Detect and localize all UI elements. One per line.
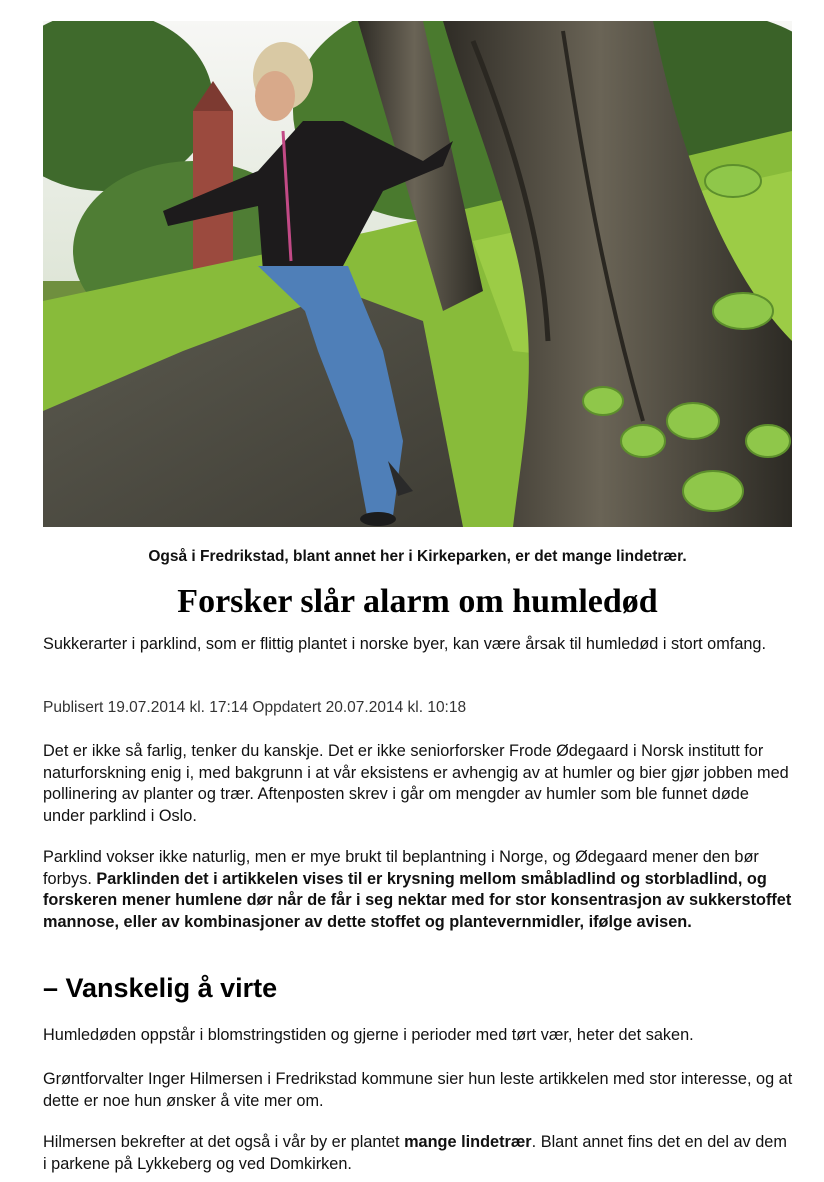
body-paragraph-1: Det er ikke så farlig, tenker du kanskje. Det er ikke seniorforsker Frode Ødegaard i Norsk institutt for naturforskning enig i, med bakgrunn i at vår eksistens er avhengig av at humler og bier gjør jobben med pollinering av planter og trær. Aftenposten skrev i går om mengder av humler som ble funnet døde under parklind i Oslo. (43, 742, 789, 825)
paragraph-5-text-a: Hilmersen bekrefter at det også i vår by er plantet (43, 1133, 405, 1151)
paragraph-2-bold-text: Parklinden det i artikkelen vises til er krysning mellom småbladlind og storbladlind, og forskeren mener humlene dør når de får i seg nektar med for stor konsentrasjon av sukkerstoffet mannose, eller av kombinasjoner av dette stoffet og plantevernmidler, ifølge avisen. (43, 869, 792, 931)
section-subheading: – Vanskelig å virte (43, 973, 278, 1003)
paragraph-5-bold-text: mange lindetrær (404, 1133, 532, 1151)
article-photo (43, 21, 792, 527)
body-paragraph-5 (43, 1132, 795, 1175)
body-paragraph-3: Humledøden oppstår i blomstringstiden og gjerne i perioder med tørt vær, heter det saken. (43, 1026, 694, 1044)
photo-caption: Også i Fredrikstad, blant annet her i Kirkeparken, er det mange lindetrær. (148, 548, 687, 565)
paragraph-5-text-b: . Blant annet fins det en del av dem i parkene på Lykkeberg og ved Domkirken. (43, 1133, 787, 1173)
article-headline: Forsker slår alarm om humledød (177, 583, 658, 620)
paragraph-2-text: Parklind vokser ikke naturlig, men er mye brukt til beplantning i Norge, og Ødegaard mener den bør forbys. (43, 848, 759, 888)
article-lead: Sukkerarter i parklind, som er flittig plantet i norske byer, kan være årsak til humledød i stort omfang. (43, 635, 767, 653)
park-scene-image (43, 21, 792, 527)
publish-timestamp: Publisert 19.07.2014 kl. 17:14 Oppdatert 20.07.2014 kl. 10:18 (43, 699, 467, 716)
body-paragraph-2 (43, 847, 795, 933)
body-paragraph-4: Grøntforvalter Inger Hilmersen i Fredrikstad kommune sier hun leste artikkelen med stor interesse, og at dette er noe hun ønsker å vite mer om. (43, 1070, 793, 1110)
